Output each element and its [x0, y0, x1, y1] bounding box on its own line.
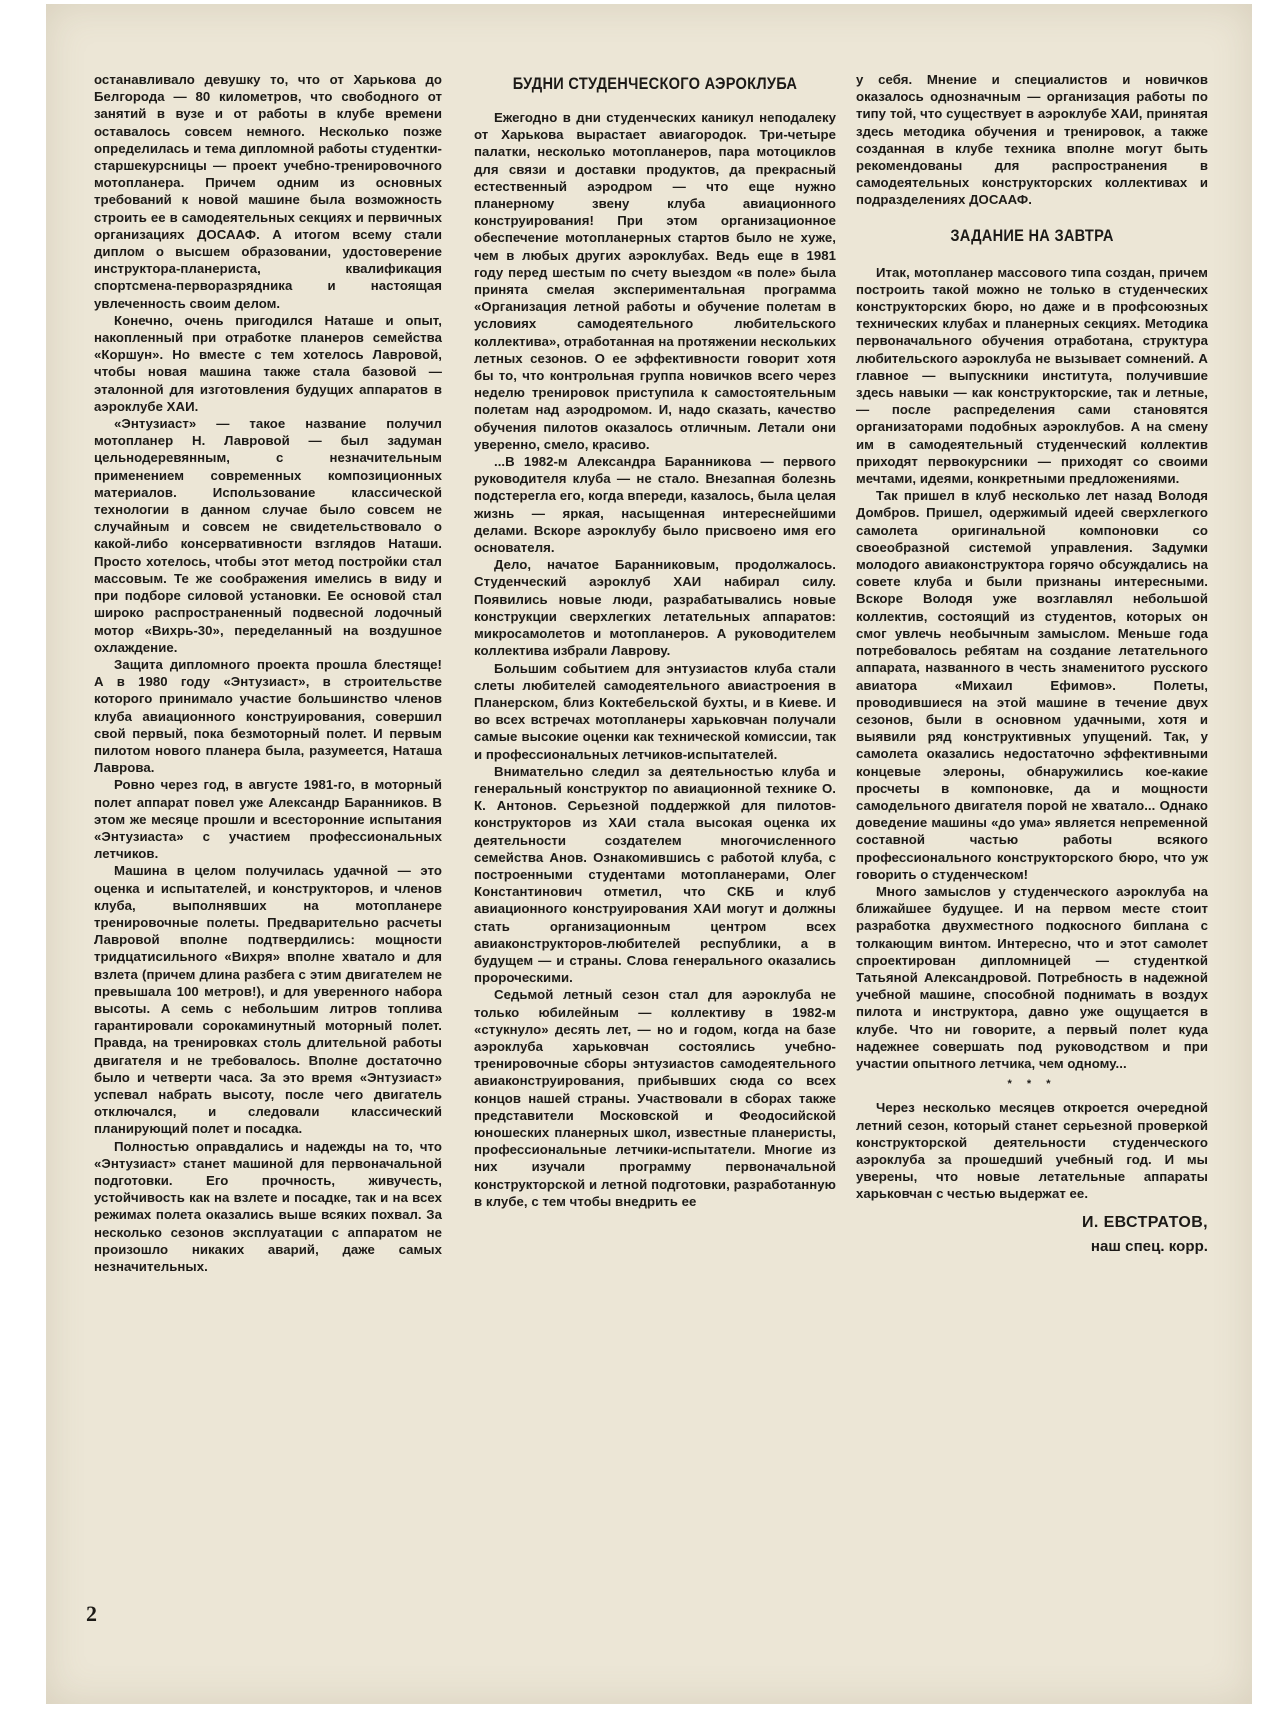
paragraph: ...В 1982-м Александра Баранникова — первого руководителя клуба — не стало. Внезапная болезнь подстерегла его, когда впереди, казалось, была целая жизнь — яркая, насыщенная интереснейшими делами. Вскоре аэроклубу было присвоено имя его основателя. — [474, 454, 836, 556]
paragraph: «Энтузиаст» — такое название получил мотопланер Н. Лавровой — был задуман цельнодеревянным, с незначительным применением современных композиционных материалов. Использование классической технологии в данном случае было совсем не случайным и совсем не свидетельствовало о какой-либо консервативности взглядов Наташи. Просто хотелось, чтобы этот метод постройки стал массовым. Те же соображения имелись в виду и при подборе силовой установки. Ее основой стал широко распространенный подвесной лодочный мотор «Вихрь-30», переделанный на воздушное охлаждение. — [94, 416, 442, 655]
paragraph: Защита дипломного проекта прошла блестяще! А в 1980 году «Энтузиаст», в строительстве которого принимало участие большинство членов клуба авиационного конструирования, совершил свой первый, пока безмоторный полет. И первым пилотом нового планера была, разумеется, Наташа Лаврова. — [94, 656, 442, 776]
paragraph: Конечно, очень пригодился Наташе и опыт, накопленный при отработке планеров семейства «Коршун». Но вместе с тем хотелось Лавровой, чтобы новая машина также стала базовой — эталонной для изготовления будущих аппаратов в аэроклубе ХАИ. — [94, 312, 442, 414]
page-number: 2 — [86, 1601, 97, 1626]
paragraph: у себя. Мнение и специалистов и новичков оказалось однозначным — организация работы по типу той, что существует в аэроклубе ХАИ, принятая здесь методика обучения и тренировок, а также созданная в клубе техника вполне могут быть рекомендованы для распространения в самодеятельных конструкторских коллективах и подразделениях ДОСААФ. — [856, 72, 1208, 208]
column-3-continuation — [856, 71, 1208, 209]
paragraph: Дело, начатое Баранниковым, продолжалось. Студенческий аэроклуб ХАИ набирал силу. Появились новые люди, разрабатывались новые конструкции сверхлегких летательных аппаратов: микросамолетов и мотопланеров. А руководителем коллектива избрали Лаврову. — [474, 557, 836, 659]
column-3 — [856, 71, 1208, 1257]
column-3-text — [856, 264, 1208, 1073]
paragraph: Много замыслов у студенческого аэроклуба на ближайшее будущее. И на первом месте стоит разработка двухместного подкосного биплана с толкающим винтом. Интересно, что и этот самолет спроектирован дипломницей — студенткой Татьяной Александровой. Потребность в надежной учебной машине, способной поднимать в воздух пилота и инструктора, давно уже ощущается в клубе. Что ни говорите, а первый полет куда надежнее совершать под руководством и при участии опытного летчика, чем одному... — [856, 883, 1208, 1071]
column-2-text — [474, 109, 836, 1210]
section-heading-student-club: БУДНИ СТУДЕНЧЕСКОГО АЭРОКЛУБА — [512, 74, 798, 93]
author-signature: И. ЕВСТРАТОВ, — [1082, 1213, 1208, 1231]
paragraph: Внимательно следил за деятельностью клуба и генеральный конструктор по авиационной технике О. К. Антонов. Серьезной поддержкой для пилотов-конструкторов из ХАИ стала высокая оценка их деятельности создателем многочисленного семейства Анов. Ознакомившись с работой клуба, с построенными студентами мотопланерами, Олег Константинович отметил, что СКБ и клуб авиационного конструирования ХАИ могут и должны стать организационным центром всех авиаконструкторов-любителей республики, а в будущем — и страны. Слова генерального оказались пророческими. — [474, 763, 836, 986]
closing-paragraph: Через несколько месяцев откроется очередной летний сезон, который станет серьезной проверкой конструкторской деятельности студенческого аэроклуба за прошедший учебный год. И мы уверены, что новые летательные аппараты харьковчан с честью выдержат ее. — [856, 1100, 1208, 1202]
magazine-page — [46, 4, 1252, 1704]
paragraph: Ежегодно в дни студенческих каникул неподалеку от Харькова вырастает авиагородок. Три-четыре палатки, несколько мотопланеров, пара мотоциклов для связи и доставки продуктов, да прекрасный естественный аэродром — что еще нужно планерному звену клуба авиационного конструирования! При этом организационное обеспечение мотопланерных стартов было не хуже, чем в любых других аэроклубах. Ведь еще в 1981 году перед шестым по счету выездом «в поле» была принята смелая экспериментальная программа «Организация летной работы и обучение полетам в условиях самодеятельного любительского коллектива», отработанная на протяжении нескольких летных сезонов. О ее эффективности говорит хотя бы то, что контрольная группа новичков всего через неделю тренировок приступила к самостоятельным полетам над аэродромом. И, надо сказать, качество обучения пилотов оказалось отличным. Летали они уверенно, смело, красиво. — [474, 110, 836, 452]
paragraph: останавливало девушку то, что от Харькова до Белгорода — 80 километров, что свободного от занятий в вузе и от работы в клубе времени оставалось совсем немного. Несколько позже определилась и тема дипломной работы студентки-старшекурсницы — проект учебно-тренировочного мотопланера. Причем одним из основных требований к новой машине была возможность строить ее в самодеятельных секциях и первичных организациях ДОСААФ. А итогом всему стали диплом о высшем образовании, удостоверение инструктора-планериста, квалификация спортсмена-перворазрядника и настоящая увлеченность своим делом. — [94, 72, 442, 311]
section-heading-tomorrow: ЗАДАНИЕ НА ЗАВТРА — [950, 225, 1114, 245]
paragraph: Большим событием для энтузиастов клуба стали слеты любителей самодеятельного авиастроения в Планерском, близ Коктебельской бухты, и в Киеве. И во всех встречах мотопланеры харьковчан получали самые высокие оценки как технической комиссии, так и профессиональных летчиков-испытателей. — [474, 660, 836, 762]
paragraph: Ровно через год, в августе 1981-го, в моторный полет аппарат повел уже Александр Баранников. В этом же месяце прошли и всесторонние испытания «Энтузиаста» с участием профессиональных летчиков. — [94, 777, 442, 862]
column-2 — [474, 71, 836, 1210]
section-separator: * * * — [1007, 1078, 1057, 1091]
column-1-text — [94, 71, 442, 1275]
paragraph: Полностью оправдались и надежды на то, что «Энтузиаст» станет машиной для первоначальной подготовки. Его прочность, живучесть, устойчивость как на взлете и посадке, так и на всех режимах полета оказались выше всяких похвал. За несколько сезонов эксплуатации с аппаратом не произошло никаких аварий, даже самых незначительных. — [94, 1138, 442, 1275]
paragraph: Так пришел в клуб несколько лет назад Володя Домбров. Пришел, одержимый идеей сверхлегкого самолета оригинальной компоновки со своеобразной системой управления. Задумки молодого авиаконструктора горячо обсуждались на совете клуба и были признаны интересными. Вскоре Володя уже возглавлял небольшой коллектив, состоящий из студентов, которых он смог увлечь необычным замыслом. Меньше года потребовалось ребятам на создание летательного аппарата, названного в честь знаменитого русского авиатора «Михаил Ефимов». Полеты, проводившиеся на этой машине в течение двух сезонов, были в основном удачными, хотя и выявили ряд конструктивных упущений. Так, у самолета оказались недостаточно эффективными концевые элероны, обнаружились кое-какие просчеты в компоновке, да и мощности самодельного двигателя порой не хватало... Однако доведение машины «до ума» является непременной составной частью работы всякого профессионального конструкторского бюро, что уж говорить о студенческом! — [856, 488, 1208, 882]
paragraph: Машина в целом получилась удачной — это оценка и испытателей, и конструкторов, и членов клуба, выполнявших на мотопланере тренировочные полеты. Предварительно расчеты Лавровой вполне подтвердились: мощности тридцатисильного «Вихря» вполне хватало и для взлета (причем длина разбега с этим двигателем не превышала 100 метров!), и для уверенного набора высоты. А семь с небольшим литров топлива гарантировали сорокаминутный моторный полет. Правда, на тренировках столь длительной работы двигателя и не требовалось. Вполне достаточно было и четверти часа. За это время «Энтузиаст» успевал набрать высоту, после чего двигатель отключался, и следовали классический планирующий полет и посадка. — [94, 863, 442, 1137]
paragraph: Итак, мотопланер массового типа создан, причем построить такой можно не только в студенческих конструкторских бюро, но даже и в профсоюзных технических клубах и планерных секциях. Методика первоначального обучения отработана, структура любительского аэроклуба не вызывает сомнений. А главное — выпускники института, получившие здесь навыки — как конструкторские, так и летные, — после распределения сами становятся организаторами подобных аэроклубов. А на смену им в самодеятельный студенческий коллектив приходят первокурсники — приходят со своими мечтами, идеями, конкретными предложениями. — [856, 264, 1208, 487]
author-role: наш спец. корр. — [1090, 1237, 1208, 1255]
column-1 — [94, 71, 442, 1275]
paragraph: Седьмой летный сезон стал для аэроклуба не только юбилейным — коллективу в 1982-м «стукнуло» десять лет, — но и годом, когда на базе аэроклуба харьковчан состоялись учебно-тренировочные сборы энтузиастов самодеятельного авиаконструирования, прибывших сюда со всех концов нашей страны. Участвовали в сборах также представители Московской и Феодосийской юношеских планерных школ, известные планеристы, профессиональные летчики-испытатели. Многие из них изучали программу первоначальной конструкторской и летной подготовки, разработанную в клубе, с тем чтобы внедрить ее — [474, 987, 836, 1209]
